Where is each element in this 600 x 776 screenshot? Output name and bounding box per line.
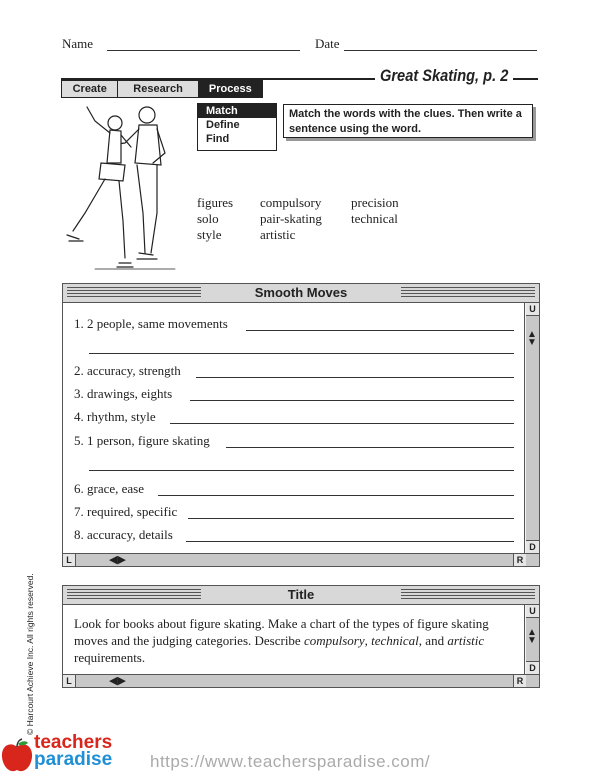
word-artistic: artistic [260,227,296,242]
title-scroll-left-button[interactable]: L [63,675,76,687]
teachers-paradise-logo [34,734,112,768]
title-scroll-right-button[interactable]: R [513,675,526,687]
clue-7: 7. required, specific [74,504,178,519]
clue-5: 5. 1 person, figure skating [74,433,210,448]
smooth-moves-title: Smooth Moves [254,285,348,300]
clue-4: 4. rhythm, style [74,409,156,424]
logo-line-2: paradise [34,749,113,770]
name-line[interactable] [107,50,300,51]
clue-1: 1. 2 people, same movements [74,316,228,331]
title-scroll-up-button[interactable]: U [526,605,539,618]
menu-item-define[interactable]: Define [206,119,240,131]
title-scroll-lr-arrows-icon[interactable]: ◀▶ [109,675,126,687]
website-url[interactable]: https://www.teachersparadise.com/ [150,752,431,771]
answer-line-7[interactable] [188,518,514,519]
process-menu [197,103,277,151]
word-pair-skating: pair-skating [260,211,322,226]
title-window-vscroll[interactable] [526,605,539,674]
title-rule-end [513,78,538,80]
page-title: Great Skating, p. 2 [380,66,509,85]
scroll-right-button[interactable]: R [513,554,526,566]
answer-line-5b[interactable] [89,470,514,471]
instructions-box: Match the words with the clues. Then write a sentence using the word. [283,104,533,138]
clue-2: 2. accuracy, strength [74,363,181,378]
answer-line-8[interactable] [186,541,514,542]
tab-bar [61,80,263,98]
title-window-title: Title [287,587,315,602]
menu-item-find[interactable]: Find [206,133,230,145]
answer-line-1b[interactable] [89,353,514,354]
tab-research[interactable]: Research [118,81,198,97]
clue-8: 8. accuracy, details [74,527,173,542]
answer-line-2[interactable] [196,377,514,378]
smooth-moves-body [63,303,525,553]
smooth-moves-title-bar [63,284,539,303]
tab-create[interactable]: Create [62,81,118,97]
word-precision: precision [351,195,399,210]
word-solo: solo [197,211,219,226]
title-activity-text: Look for books about figure skating. Make a chart of the types of figure skating moves and the judging categories. Describe compulsory, technical, and artistic requirements. [74,616,489,665]
scroll-up-button[interactable]: U [526,303,539,316]
answer-line-1[interactable] [246,330,514,331]
word-figures: figures [197,195,234,210]
clue-6: 6. grace, ease [74,481,145,496]
word-technical: technical [351,211,398,226]
word-style: style [197,227,222,242]
scroll-left-button[interactable]: L [63,554,76,566]
title-window [62,585,540,688]
copyright-notice: © Harcourt Achieve Inc. All rights reserved. [25,573,35,735]
smooth-moves-hscroll[interactable] [63,553,539,566]
apple-icon [0,738,34,774]
tab-process[interactable]: Process [199,81,262,97]
logo-line-1: teachers [34,732,113,753]
answer-line-5[interactable] [226,447,514,448]
answer-line-4[interactable] [170,423,514,424]
word-compulsory: compulsory [260,195,322,210]
smooth-moves-window [62,283,540,567]
name-label: Name [62,36,94,51]
figure-skaters-illustration [65,103,185,275]
scroll-lr-arrows-icon[interactable]: ◀▶ [109,554,126,566]
title-scroll-arrows-icon[interactable]: ▲ ▼ [527,627,537,646]
date-label: Date [315,36,340,51]
smooth-moves-vscroll[interactable] [526,303,539,553]
menu-item-match[interactable]: Match [198,104,276,118]
date-line[interactable] [344,50,537,51]
scroll-down-button[interactable]: D [526,540,539,554]
title-window-hscroll[interactable] [63,674,539,687]
title-window-body [63,605,525,674]
title-window-title-bar [63,586,539,605]
clue-3: 3. drawings, eights [74,386,173,401]
answer-line-6[interactable] [158,495,514,496]
title-scroll-down-button[interactable]: D [526,661,539,675]
answer-line-3[interactable] [190,400,514,401]
scroll-arrows-icon[interactable]: ▲ ▼ [527,329,537,348]
